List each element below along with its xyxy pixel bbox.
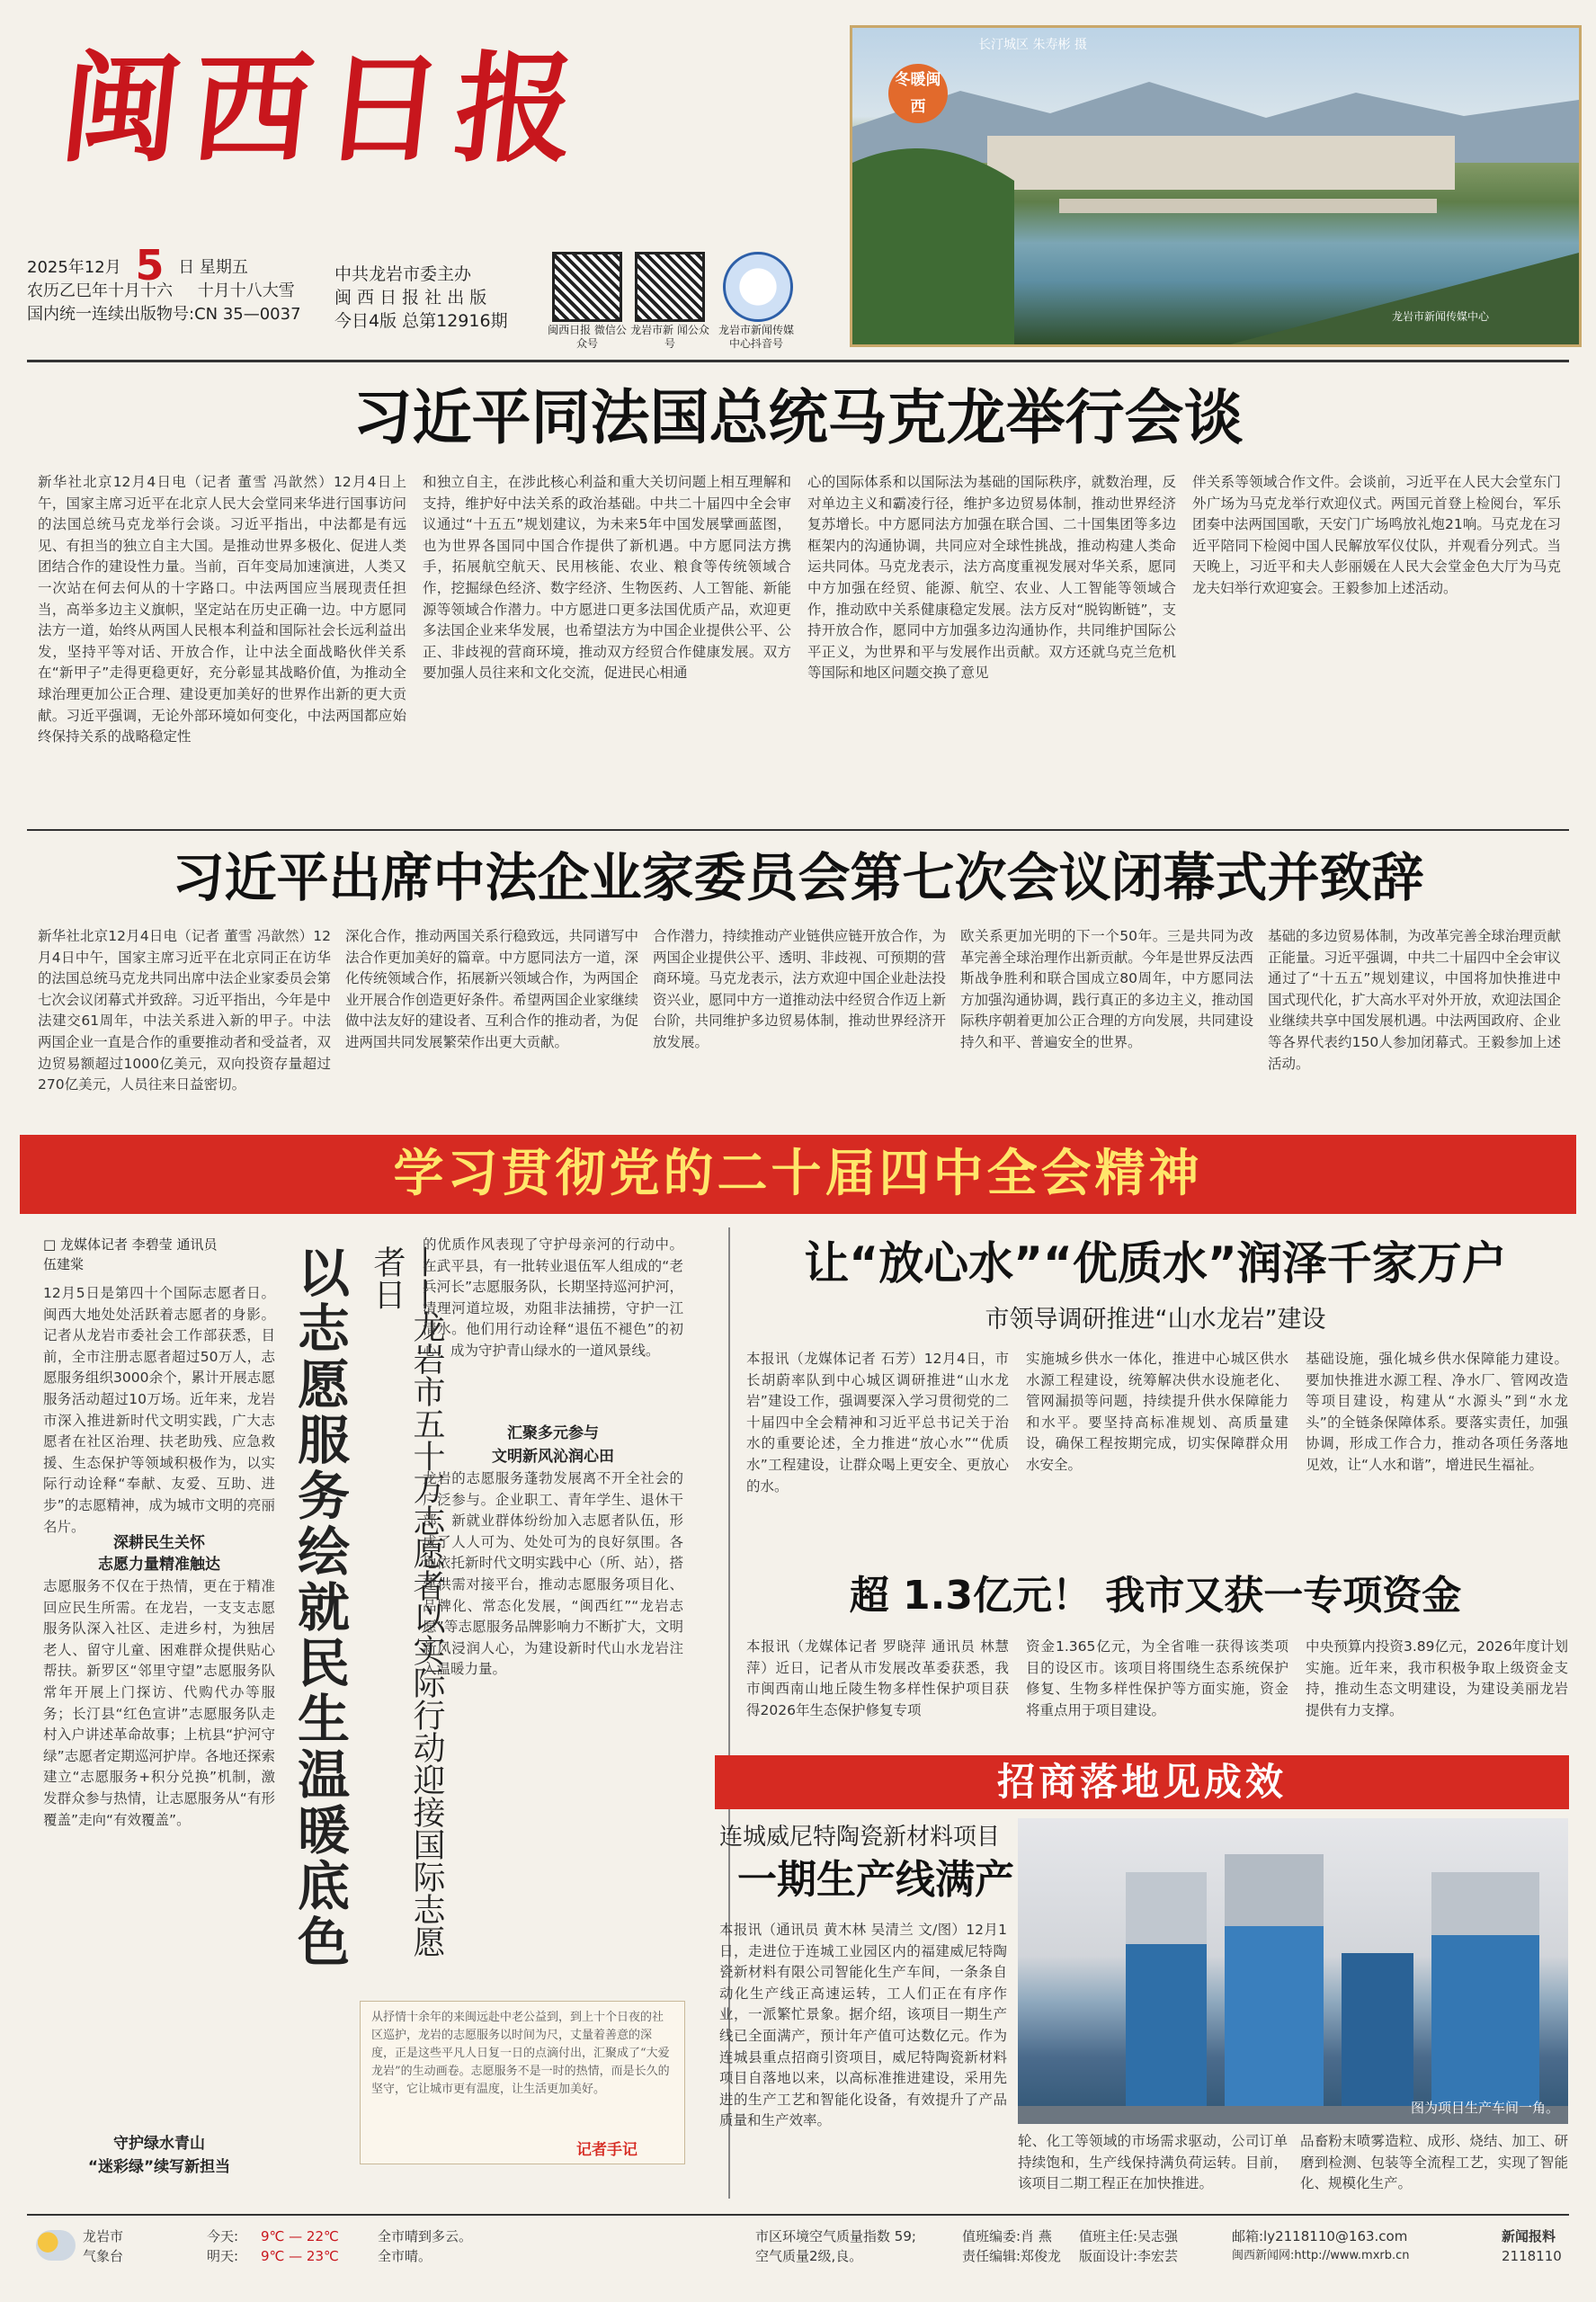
factory-photo-caption: 图为项目生产车间一角。 bbox=[1410, 2100, 1559, 2116]
theme-banner: 学习贯彻党的二十届四中全会精神 bbox=[20, 1135, 1576, 1214]
article1-col2: 和独立自主，在涉此核心利益和重大关切问题上相互理解和支持，维护好中法关系的政治基础。中共二十届四中全会审议通过“十五五”规划建议，为未来5年中国发展擘画蓝图，也为世界各国同中国合作提供了新机遇。中方愿同法方携手，拓展航空航天、民用核能、农业、粮食等传统领域合作，挖掘绿色经济、数字经济、生物医药、人工智能、新能源等领域合作潜力。中方愿进口更多法国优质产品，欢迎更多法国企业来华发展，也希望法方为中国企业提供公平、公正、非歧视的营商环境，推动双方经贸合作健康发展。双方要加强人员往来和文化交流，促进民心相通 bbox=[423, 474, 791, 682]
article1-headline: 习近平同法国总统马克龙举行会谈 bbox=[352, 383, 1244, 452]
invest-kicker: 连城威尼特陶瓷新材料项目 bbox=[719, 1824, 1001, 1851]
factory-scene bbox=[1018, 1818, 1568, 2124]
contact-email[interactable]: 邮箱:ly2118110@163.com bbox=[1232, 2228, 1408, 2244]
lunar-date: 农历乙巳年十月十六 bbox=[27, 281, 173, 300]
machine-top bbox=[1225, 1854, 1324, 1926]
layout-designer: 版面设计:李宏芸 bbox=[1079, 2248, 1179, 2264]
article1-col1: 新华社北京12月4日电（记者 董雪 冯歆然）12月4日上午，国家主席习近平在北京人民大会堂同来华进行国事访问的法国总统马克龙举行会谈。习近平指出，中法都是有远见、有担当的独立自主大国。是推动世界多极化、促进人类团结合作的建设性力量。当前，百年变局加速演进，人类又一次站在何去何从的十字路口。中法两国应当展现责任担当，高举多边主义旗帜，坚定站在历史正确一边。中方愿同法方一道，始终从两国人民根本利益和国际社会长远利益出发，坚持平等对话、开放合作，让中法全面战略伙伴关系在“新甲子”走得更稳更好，充分彰显其战略价值，为推动全球治理更加公正合理、建设更加美好的世界作出新的更大贡献。习近平强调，无论外部环境如何变化，中法两国都应始终保持关系的战略稳定性 bbox=[38, 474, 406, 745]
photo-badge: 冬暖闽西 bbox=[888, 64, 948, 123]
machine-shape bbox=[1126, 1944, 1207, 2115]
volunteer-subtitle: ——龙岩市五十万志愿者以实际行动迎接国际志愿者日 bbox=[369, 1245, 445, 1958]
fund-headline: 超 1.3亿元！ 我市又获一专项资金 bbox=[849, 1573, 1462, 1619]
fund-col1: 本报讯（龙媒体记者 罗晓萍 通讯员 林慧萍）近日，记者从市发展改革委获悉，我市闽西南山地丘陵生物多样性保护项目获得2026年生态保护修复专项 bbox=[746, 1638, 1009, 1718]
fund-col3: 中央预算内投资3.89亿元，2026年度计划实施。近年来，我市积极争取上级资金支持，推动生态文明建设，为建设美丽龙岩提供有力支撑。 bbox=[1306, 1638, 1568, 1718]
news-hotline-number: 2118110 bbox=[1502, 2248, 1562, 2264]
machine-shape bbox=[1225, 1926, 1324, 2115]
today-desc: 全市晴到多云。 bbox=[378, 2228, 473, 2244]
editor-on-duty: 值班编委:肖 燕 bbox=[962, 2228, 1052, 2244]
volunteer-subhead2: 守护绿水青山 bbox=[113, 2135, 205, 2153]
volunteer-col2b: 龙岩的志愿服务蓬勃发展离不开全社会的广泛参与。企业职工、青年学生、退休干部、新就业群体纷纷加入志愿者队伍，形成了人人可为、处处可为的良好氛围。各地依托新时代文明实践中心（所、站），搭建供需对接平台，推动志愿服务项目化、品牌化、常态化发展，“闽西红”“龙岩志愿”等志愿服务品牌影响力不断扩大，文明新风浸润人心，为建设新时代山水龙岩注入温暖力量。 bbox=[423, 1470, 683, 1678]
invest-headline: 一期生产线满产 bbox=[737, 1857, 1014, 1903]
machine-shape bbox=[1342, 1953, 1413, 2115]
footer-divider bbox=[27, 2214, 1569, 2216]
volunteer-col1b: 志愿服务不仅在于热情，更在于精准回应民生所需。在龙岩，一支支志愿服务队深入社区、走进乡村，为独居老人、留守儿童、困难群众提供贴心帮扶。新罗区“邻里守望”志愿服务队常年开展上门探访、代购代办等服务；长汀县“红色宣讲”志愿服务队走村入户讲述革命故事；上杭县“护河守绿”志愿者定期巡河护岸。各地还探索建立“志愿服务+积分兑换”机制，激发群众参与热情，让志愿服务从“有形覆盖”走向“有效覆盖”。 bbox=[43, 1578, 275, 1828]
weather-org: 气象台 bbox=[83, 2248, 124, 2264]
weekday: 日 星期五 bbox=[178, 258, 248, 277]
water-subhead: 市领导调研推进“山水龙岩”建设 bbox=[985, 1306, 1326, 1334]
trees-shape bbox=[852, 148, 1014, 344]
news-hotline-label: 新闻报料 bbox=[1502, 2228, 1556, 2244]
qr-group bbox=[547, 252, 843, 351]
volunteer-subhead3: 汇聚多元参与 bbox=[507, 1424, 599, 1442]
qr-code-icon[interactable] bbox=[552, 252, 622, 322]
article2-col3: 合作潜力，持续推动产业链供应链开放合作，为两国企业提供公平、透明、非歧视、可预期的营商环境。马克龙表示，法方欢迎中国企业赴法投资兴业，愿同中方一道推动法中经贸合作迈上新台阶，共同维护多边贸易体制，推动世界经济开放发展。 bbox=[653, 928, 946, 1050]
reporter-note bbox=[360, 2001, 685, 2164]
photo-scene bbox=[852, 28, 1579, 344]
qr-caption-2: 龙岩市新 闻公众号 bbox=[630, 324, 709, 350]
contact-website[interactable]: 闽西新闻网:http://www.mxrb.cn bbox=[1232, 2249, 1410, 2262]
masthead-photo bbox=[850, 25, 1582, 347]
machine-shape bbox=[1431, 1935, 1539, 2115]
article2-body bbox=[38, 926, 1566, 1115]
water-body bbox=[746, 1349, 1569, 1538]
publisher-line2: 闽 西 日 报 社 出 版 bbox=[334, 288, 487, 308]
fund-body bbox=[746, 1637, 1569, 1744]
director-on-duty: 值班主任:吴志强 bbox=[1079, 2228, 1179, 2244]
qr-caption-3: 龙岩市新闻传媒 中心抖音号 bbox=[718, 324, 794, 350]
today-label: 今天: bbox=[207, 2228, 239, 2244]
water-headline: 让“放心水”“优质水”润泽千家万户 bbox=[804, 1237, 1507, 1289]
reporter-note-text: 从抒情十余年的来闽远赴中老公益到，到上十个日夜的社区巡护，龙岩的志愿服务以时间为尺，丈量着善意的深度，正是这些平凡人日复一日的点滴付出，汇聚成了“大爱龙岩”的生动画卷。志愿服务不是一时的热情，而是长久的坚守，它让城市更有温度，让生活更加美好。 bbox=[371, 2011, 670, 2096]
water-col3: 基础设施，强化城乡供水保障能力建设。要加快推进水源工程、净水厂、管网改造等项目建设，构建从“水源头”到“水龙头”的全链条保障体系。要落实责任，加强协调，形成工作合力，推动各项任务落地见效，让“人水和谐”，增进民生福祉。 bbox=[1306, 1351, 1568, 1473]
emblem-icon bbox=[723, 252, 793, 322]
machine-top bbox=[1431, 1872, 1539, 1935]
article1-col3: 心的国际体系和以国际法为基础的国际秩序，就数治理，反对单边主义和霸凌行径，维护多边贸易体制，推动世界经济复苏增长。中方愿同法方加强在联合国、二十国集团等多边框架内的沟通协调，共同应对全球性挑战，推动构建人类命运共同体。马克龙表示，法方高度重视发展对华关系，愿同中方加强在经贸、能源、航空、农业、人工智能等领域合作，推动欧中关系健康稳定发展。法方反对“脱钩断链”，支持开放合作，愿同中方加强多边沟通协作，共同维护国际公平正义，为世界和平与发展作出贡献。双方还就乌克兰危机等国际和地区问题交换了意见 bbox=[807, 474, 1176, 682]
factory-photo bbox=[1018, 1818, 1568, 2124]
article1-col4: 伴关系等领域合作文件。会谈前，习近平在人民大会堂东门外广场为马克龙举行欢迎仪式。两国元首登上检阅台，军乐团奏中法两国国歌，天安门广场鸣放礼炮21响。马克龙在习近平陪同下检阅中国人民解放军仪仗队，并观看分列式。当天晚上，习近平和夫人彭丽媛在人民大会堂金色大厅为马克龙夫妇举行欢迎宴会。王毅参加上述活动。 bbox=[1192, 474, 1561, 596]
publisher-info bbox=[334, 263, 532, 333]
photo-caption: 长汀城区 朱寿彬 摄 bbox=[978, 38, 1087, 52]
tomorrow-label: 明天: bbox=[207, 2248, 239, 2264]
publisher-line1: 中共龙岩市委主办 bbox=[334, 264, 472, 284]
town-buildings bbox=[987, 136, 1455, 190]
air-quality: 市区环境空气质量指数 59; bbox=[755, 2228, 916, 2244]
today-temp: 9℃ — 22℃ bbox=[261, 2228, 339, 2244]
byline: □ 龙媒体记者 李碧莹 通讯员 伍建棠 bbox=[43, 1236, 218, 1272]
invest-body: 本报讯（通讯员 黄木林 吴清兰 文/图）12月1日，走进位于连城工业园区内的福建威尼特陶瓷新材料有限公司智能化生产车间，一条条自动化生产线正高速运转，工人们正在有序作业，一派繁忙景象。据介绍，该项目一期生产线已全面满产，预计年产值可达数亿元。作为连城县重点招商引资项目，威尼特陶瓷新材料项目自落地以来，以高标准推进建设，采用先进的生产工艺和智能化设备，有效提升了产品质量和生产效率。 bbox=[719, 1922, 1007, 2129]
volunteer-article bbox=[27, 1227, 719, 2208]
fund-col2: 资金1.365亿元，为全省唯一获得该类项目的设区市。该项目将围绕生态系统保护修复、生物多样性保护等方面实施，资金将重点用于项目建设。 bbox=[1026, 1638, 1288, 1718]
weather-icon bbox=[36, 2230, 76, 2261]
volunteer-col2: 的优质作风表现了守护母亲河的行动中。在武平县，有一批转业退伍军人组成的“老兵河长”志愿服务队，长期坚持巡河护河，清理河道垃圾，劝阻非法捕捞，守护一江清水。他们用行动诠释“退伍不褪色”的初心，成为守护青山绿水的一道风景线。 bbox=[423, 1236, 683, 1359]
bridge-shape bbox=[1059, 199, 1437, 213]
air-quality-level: 空气质量2级,良。 bbox=[755, 2248, 863, 2264]
volunteer-subhead3b: 文明新风沁润心田 bbox=[492, 1448, 614, 1466]
article1-body bbox=[38, 472, 1566, 825]
water-col2: 实施城乡供水一体化，推进中心城区供水水源工程建设，统筹解决供水设施老化、管网漏损等问题，持续提升供水保障能力和水平。要坚持高标准规划、高质量建设，确保工程按期完成，切实保障群众用水安全。 bbox=[1026, 1351, 1288, 1473]
responsible-editor: 责任编辑:郑俊龙 bbox=[962, 2248, 1062, 2264]
volunteer-subhead2b: “迷彩绿”续写新担当 bbox=[87, 2158, 231, 2176]
tomorrow-temp: 9℃ — 23℃ bbox=[261, 2248, 339, 2264]
qr-caption-1: 闽西日报 微信公众号 bbox=[548, 324, 627, 350]
masthead bbox=[0, 0, 1596, 364]
volunteer-subhead1: 深耕民生关怀 bbox=[113, 1534, 205, 1552]
article2-col1: 新华社北京12月4日电（记者 董雪 冯歆然）12月4日中午，国家主席习近平在北京同正在访华的法国总统马克龙共同出席中法企业家委员会第七次会议闭幕式并致辞。习近平指出，今年是中法建交61周年，中法关系进入新的甲子。中法两国企业一直是合作的重要推动者和受益者，双边贸易额超过1000亿美元，双向投资存量超过270亿美元，人员往来日益密切。 bbox=[38, 928, 331, 1093]
issue-number: 今日4版 总第12916期 bbox=[334, 311, 508, 331]
article2-col5: 基础的多边贸易体制，为改革完善全球治理贡献正能量。习近平强调，中共二十届四中全会审议通过了“十五五”规划建议，中国将加快推进中国式现代化，扩大高水平对外开放，欢迎法国企业继续共享中国发展机遇。中法两国政府、企业等各界代表约150人参加闭幕式。王毅参加上述活动。 bbox=[1268, 928, 1561, 1072]
divider bbox=[27, 360, 1569, 362]
volunteer-title: 以志愿服务绘就民生温暖底色 bbox=[289, 1245, 350, 1970]
divider bbox=[27, 829, 1569, 831]
invest-banner: 招商落地见成效 bbox=[715, 1755, 1569, 1809]
footer bbox=[27, 2223, 1569, 2295]
river-bank bbox=[1230, 253, 1579, 344]
newspaper-logo: 闽西日报 bbox=[54, 40, 594, 179]
water-col1: 本报讯（龙媒体记者 石芳）12月4日，市长胡蔚率队到中心城区调研推进“山水龙岩”建设工作，强调要深入学习贯彻党的二十届四中全会精神和习近平总书记关于治水的重要论述，全力推进“放心水”“优质水”工程建设，让群众喝上更安全、更放心的水。 bbox=[746, 1351, 1009, 1495]
date-day: 5 bbox=[135, 241, 165, 290]
machine-top bbox=[1126, 1872, 1207, 1944]
article2-headline: 习近平出席中法企业家委员会第七次会议闭幕式并致辞 bbox=[172, 847, 1424, 908]
cn-number: 国内统一连续出版物号:CN 35—0037 bbox=[27, 305, 301, 324]
invest-body-col2: 轮、化工等领域的市场需求驱动，公司订单持续饱和，生产线保持满负荷运转。目前，该项目二期工程正在加快推进。 bbox=[1018, 2133, 1288, 2192]
tomorrow-desc: 全市晴。 bbox=[378, 2248, 432, 2264]
reporter-note-tag: 记者手记 bbox=[576, 2141, 638, 2159]
qr-code-icon[interactable] bbox=[635, 252, 705, 322]
article2-col2: 深化合作，推动两国关系行稳致远，共同谱写中法合作更加美好的篇章。中方愿同法方一道，深化传统领域合作，拓展新兴领域合作，为两国企业开展合作创造更好条件。希望两国企业家继续做中法友好的建设者、互利合作的推动者，为促进两国共同发展繁荣作出更大贡献。 bbox=[345, 928, 638, 1050]
volunteer-col1: 12月5日是第四十个国际志愿者日。闽西大地处处活跃着志愿者的身影。记者从龙岩市委社会工作部获悉，目前，全市注册志愿者超过50万人，志愿服务组织3000余个，累计开展志愿服务活动超过10万场。近年来，龙岩市深入推进新时代文明实践，广大志愿者在社区治理、扶老助残、应急救援、生态保护等领域积极作为，以实际行动诠释“奉献、友爱、互助、进步”的志愿精神，成为城市文明的亮丽名片。 bbox=[43, 1285, 275, 1535]
invest-body-col3: 品畜粉末喷雾造粒、成形、烧结、加工、研磨到检测、包装等全流程工艺，实现了智能化、规模化生产。 bbox=[1300, 2133, 1568, 2192]
date-year-month: 2025年12月 bbox=[27, 258, 121, 277]
solar-term: 十月十八大雪 bbox=[197, 281, 295, 300]
weather-city: 龙岩市 bbox=[83, 2228, 124, 2244]
article2-col4: 欧关系更加光明的下一个50年。三是共同为改革完善全球治理作出新贡献。今年是世界反法西斯战争胜利和联合国成立80周年，中方愿同法方加强沟通协调，践行真正的多边主义，推动国际秩序朝着更加公正合理的方向发展，共同建设持久和平、普遍安全的世界。 bbox=[960, 928, 1253, 1050]
volunteer-subhead1b: 志愿力量精准触达 bbox=[98, 1556, 220, 1574]
photo-brand: 龙岩市新闻传媒中心 bbox=[1392, 310, 1490, 323]
